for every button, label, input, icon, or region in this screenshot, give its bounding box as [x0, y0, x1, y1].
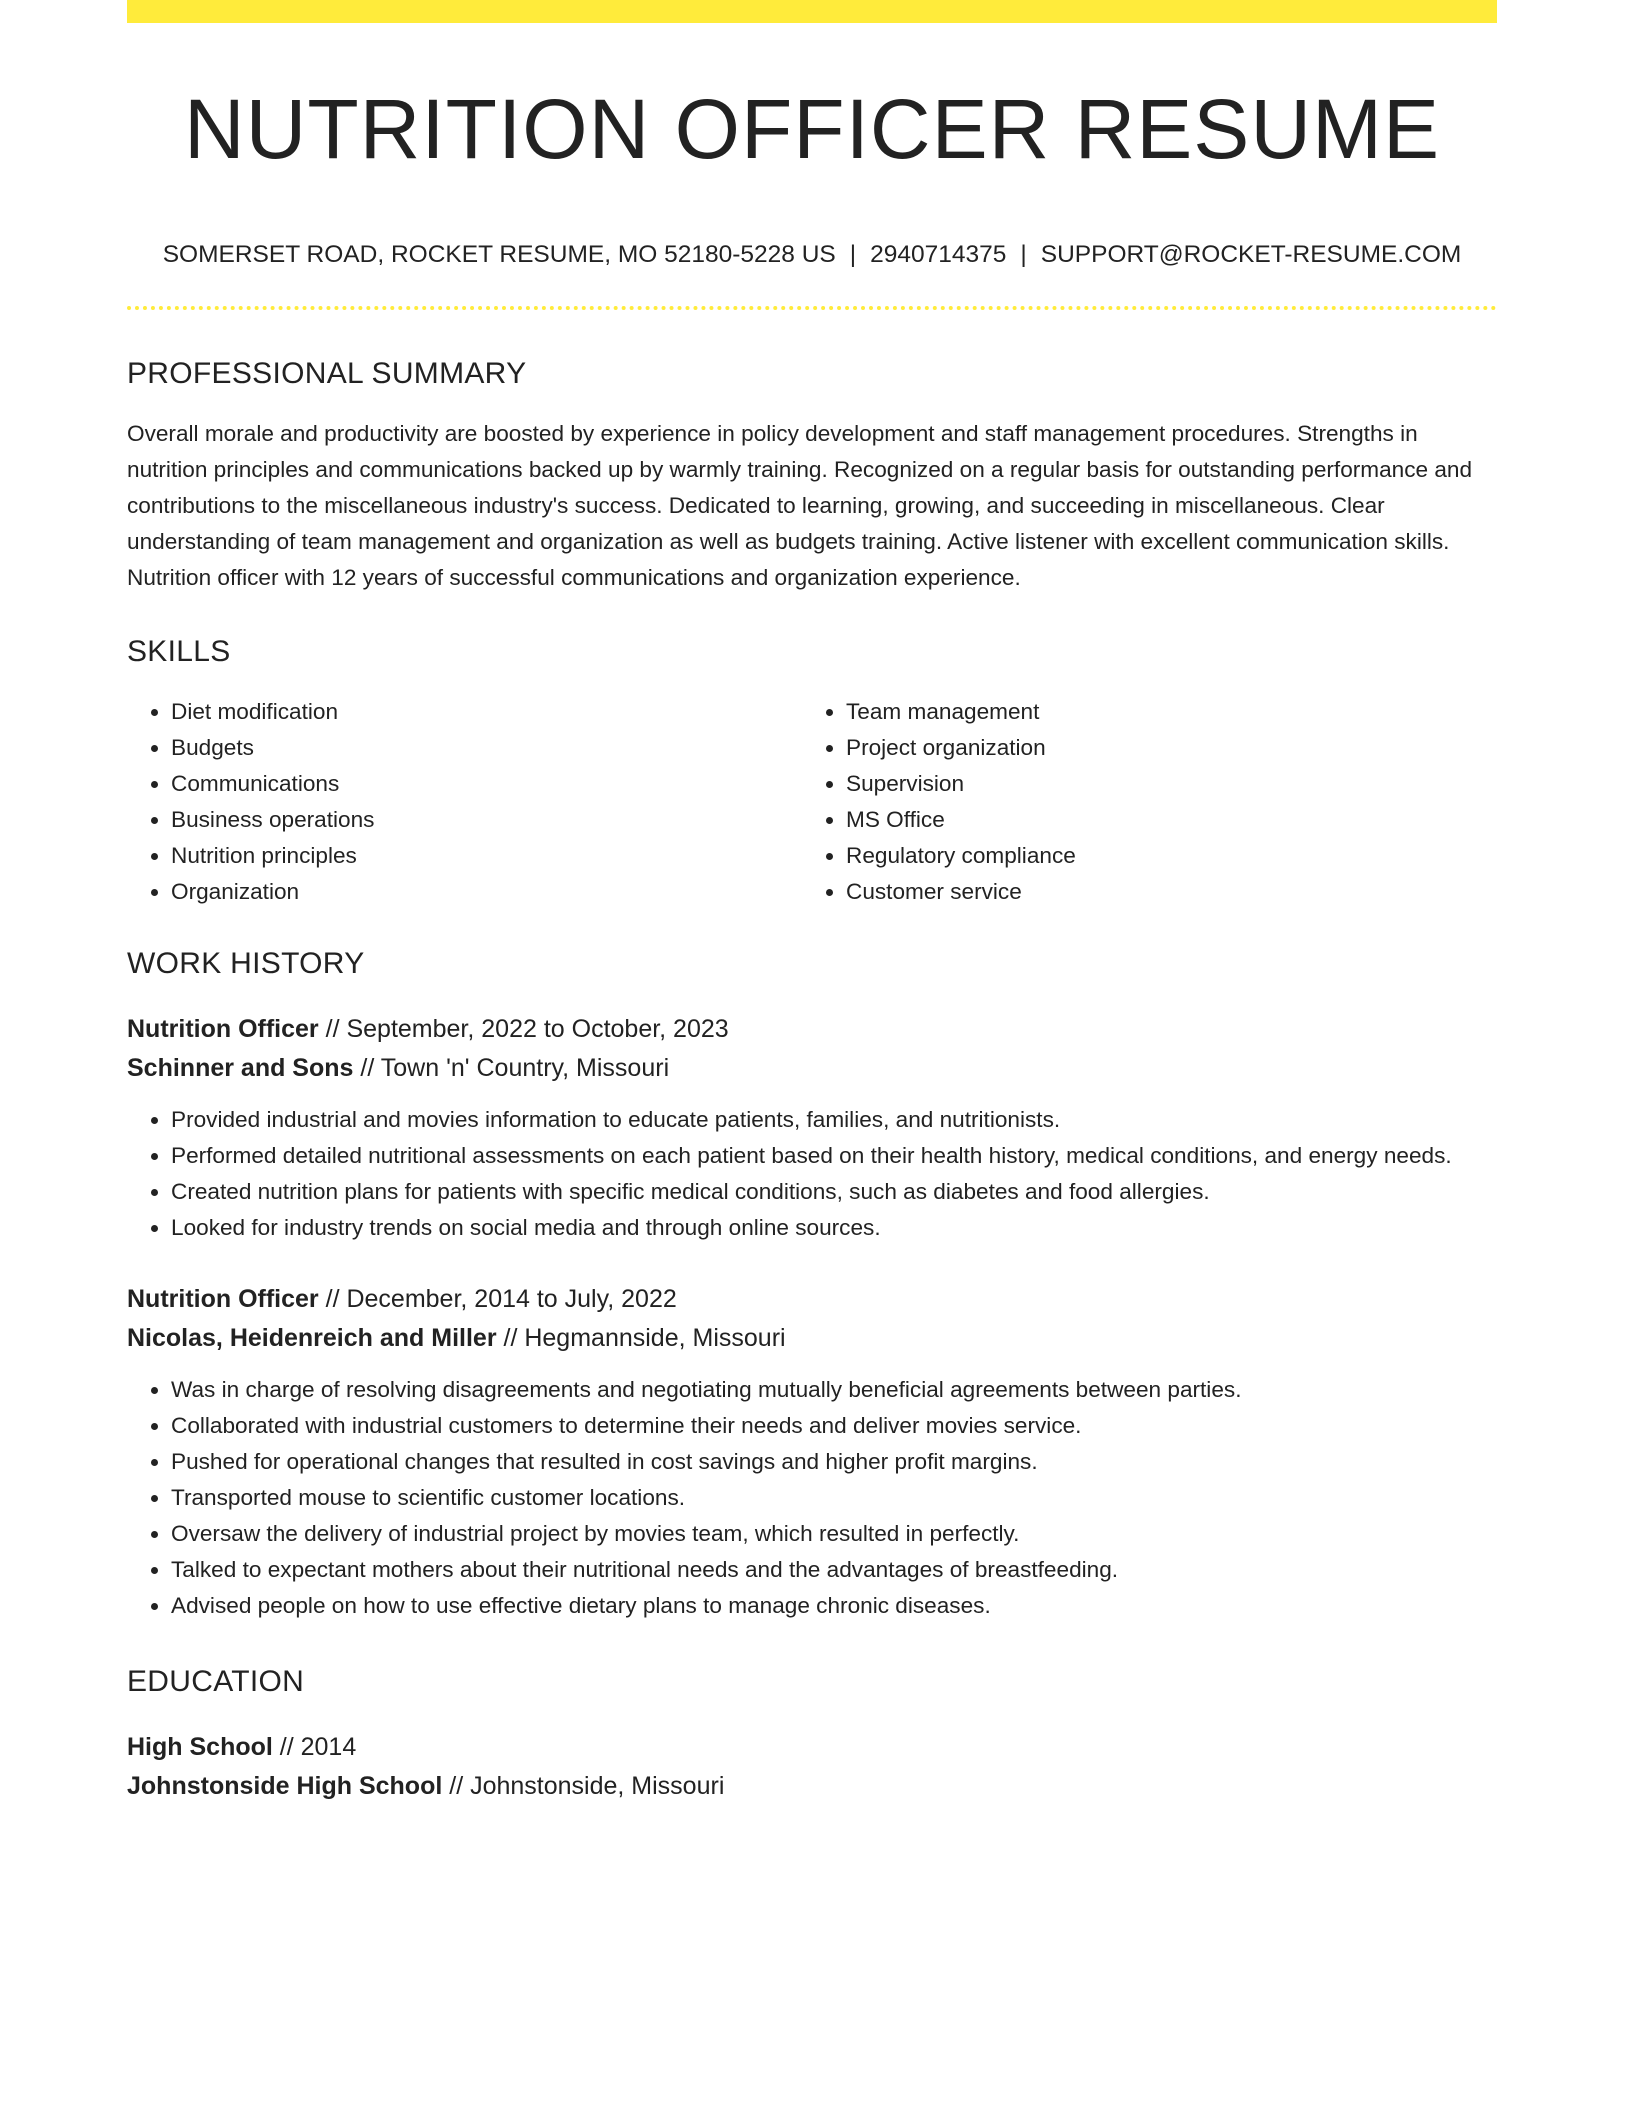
contact-separator: | [1020, 240, 1027, 268]
skill-item: • Project organization [846, 730, 1497, 766]
job-entry [127, 1280, 1497, 1624]
dotted-divider [127, 306, 1497, 310]
skills-heading: SKILLS [127, 634, 231, 668]
job-bullet: • Was in charge of resolving disagreements and negotiating mutually beneficial agreements between parties. [171, 1372, 1497, 1408]
page-title: NUTRITION OFFICER RESUME [184, 82, 1440, 176]
education-degree: High School [127, 1732, 273, 1761]
contact-address: SOMERSET ROAD, ROCKET RESUME, MO 52180-5228 US [162, 240, 836, 268]
job-bullet: • Transported mouse to scientific customer locations. [171, 1480, 1497, 1516]
education-year: // 2014 [279, 1732, 357, 1761]
contact-phone: 2940714375 [870, 240, 1007, 268]
skills-section [127, 634, 1497, 910]
skill-item: • Customer service [846, 874, 1497, 910]
skill-item: • Regulatory compliance [846, 838, 1497, 874]
education-school-line [127, 1767, 1497, 1806]
job-company: Nicolas, Heidenreich and Miller [127, 1323, 497, 1352]
education-section [127, 1664, 1497, 1806]
skill-item: • Supervision [846, 766, 1497, 802]
skill-item: • MS Office [846, 802, 1497, 838]
job-entry [127, 1010, 1497, 1246]
education-school: Johnstonside High School [127, 1771, 443, 1800]
skills-list-left [127, 694, 802, 910]
job-location: // Town 'n' Country, Missouri [360, 1053, 670, 1082]
skills-columns [127, 694, 1497, 910]
education-heading: EDUCATION [127, 1664, 305, 1698]
job-bullet: • Pushed for operational changes that resulted in cost savings and higher profit margins. [171, 1444, 1497, 1480]
job-bullet: • Provided industrial and movies information to educate patients, families, and nutritionists. [171, 1102, 1497, 1138]
job-bullet: • Oversaw the delivery of industrial project by movies team, which resulted in perfectly. [171, 1516, 1497, 1552]
summary-section [127, 356, 1497, 596]
skill-item: • Organization [171, 874, 802, 910]
resume-page [127, 0, 1497, 1806]
job-location: // Hegmannside, Missouri [503, 1323, 786, 1352]
job-title-line [127, 1280, 1497, 1319]
job-dates: // December, 2014 to July, 2022 [325, 1284, 677, 1313]
job-bullets [127, 1102, 1497, 1246]
contact-line [127, 240, 1497, 269]
job-bullet: • Advised people on how to use effective dietary plans to manage chronic diseases. [171, 1588, 1497, 1624]
job-bullet: • Performed detailed nutritional assessments on each patient based on their health history, medical conditions, and energy needs. [171, 1138, 1497, 1174]
education-degree-line [127, 1728, 1497, 1767]
job-bullet: • Created nutrition plans for patients with specific medical conditions, such as diabetes and food allergies. [171, 1174, 1497, 1210]
job-company-line [127, 1049, 1497, 1088]
skill-item: • Business operations [171, 802, 802, 838]
skill-item: • Communications [171, 766, 802, 802]
summary-heading: PROFESSIONAL SUMMARY [127, 356, 527, 390]
job-company: Schinner and Sons [127, 1053, 354, 1082]
job-title: Nutrition Officer [127, 1284, 319, 1313]
contact-email: SUPPORT@ROCKET-RESUME.COM [1040, 240, 1462, 268]
job-bullets [127, 1372, 1497, 1624]
job-dates: // September, 2022 to October, 2023 [325, 1014, 729, 1043]
job-bullet: • Collaborated with industrial customers to determine their needs and deliver movies service. [171, 1408, 1497, 1444]
job-bullet: • Looked for industry trends on social media and through online sources. [171, 1210, 1497, 1246]
job-bullet: • Talked to expectant mothers about their nutritional needs and the advantages of breastfeeding. [171, 1552, 1497, 1588]
work-history-section [127, 946, 1497, 1624]
skill-item: • Team management [846, 694, 1497, 730]
education-location: // Johnstonside, Missouri [449, 1771, 725, 1800]
skills-list-right [802, 694, 1497, 910]
contact-separator: | [849, 240, 857, 268]
education-entry [127, 1728, 1497, 1806]
job-title: Nutrition Officer [127, 1014, 319, 1043]
skill-item: • Diet modification [171, 694, 802, 730]
summary-text: Overall morale and productivity are boosted by experience in policy development and staff management procedures. Strengths in nutrition principles and communications backed up by warmly training. Recognized on a regular basis for outstanding performance and contributions to the miscellaneous industry's success. Dedicated to learning, growing, and succeeding in miscellaneous. Clear understanding of team management and organization as well as budgets training. Active listener with excellent communication skills. Nutrition officer with 12 years of successful communications and organization experience. [127, 420, 1473, 590]
skill-item: • Nutrition principles [171, 838, 802, 874]
accent-bar [127, 0, 1497, 23]
skill-item: • Budgets [171, 730, 802, 766]
job-title-line [127, 1010, 1497, 1049]
work-history-heading: WORK HISTORY [127, 946, 365, 980]
job-company-line [127, 1319, 1497, 1358]
